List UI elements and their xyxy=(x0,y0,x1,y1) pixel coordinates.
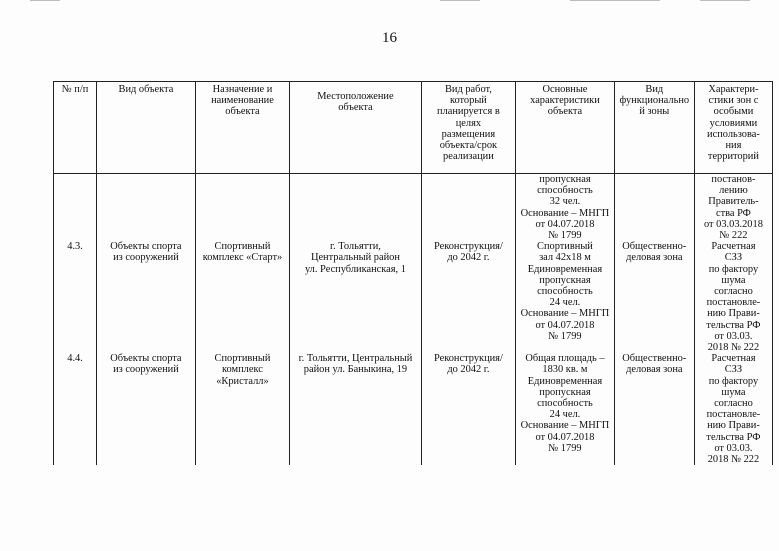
cell-text-line: СЗЗ xyxy=(724,364,743,376)
cell-text-line: стики зон с xyxy=(708,95,759,107)
cell-text-line: комплекс xyxy=(222,364,263,376)
cell-text-line: территорий xyxy=(707,151,759,163)
cell-text-line: район ул. Баныкина, 19 xyxy=(303,364,408,376)
cell-text-line: тельства РФ xyxy=(706,431,761,443)
cell-number xyxy=(54,241,97,353)
cell-zone xyxy=(614,241,694,353)
cell-text-line: деловая зона xyxy=(626,364,683,376)
cell-text-line: использова- xyxy=(707,128,760,140)
cell-text-line: 2018 № 222 xyxy=(707,342,760,354)
cell-text-line: тельства РФ xyxy=(706,319,761,331)
cell-text-line: ния xyxy=(725,140,742,152)
header-work xyxy=(421,82,515,174)
cell-text-line: Расчетная xyxy=(711,353,756,365)
cell-text-line: № п/п xyxy=(61,84,89,95)
cell-text-line: 1830 кв. м xyxy=(542,364,588,376)
scan-artifact-line xyxy=(30,0,60,1)
cell-text-line: объекта xyxy=(338,102,373,114)
cell-work xyxy=(421,353,515,465)
cell-text-line: условиями xyxy=(709,117,758,129)
page-number: 16 xyxy=(382,30,397,46)
cell-text-line: г. Тольятти, Центральный xyxy=(298,353,413,365)
cell-text-line: Общественно- xyxy=(622,241,687,253)
cell-text-line: нию Прави- xyxy=(707,420,760,432)
cell-text-line: согласно xyxy=(714,398,753,410)
cell-purpose xyxy=(195,241,289,353)
header-characteristics xyxy=(516,82,615,174)
cell-text-line: 24 чел. xyxy=(549,297,581,309)
cell-text-line: способность xyxy=(537,398,593,410)
cell-text-line: Центральный район xyxy=(310,252,400,264)
cell-text-line: согласно xyxy=(714,286,753,298)
scan-artifact-line xyxy=(700,0,750,1)
cell-text-line: от 04.07.2018 xyxy=(535,319,595,331)
header-number xyxy=(54,82,97,174)
cell-text-line: № 222 xyxy=(719,230,748,242)
cell-text-line: из сооружений xyxy=(113,252,179,264)
cell-text-line: комплекс «Старт» xyxy=(202,252,283,264)
table-row xyxy=(54,353,773,465)
cell-text-line: объекта/срок xyxy=(439,140,498,152)
cell-text-line: зал 42х18 м xyxy=(539,252,591,264)
cell-purpose xyxy=(195,353,289,465)
cell-text-line: по фактору xyxy=(708,263,759,275)
cell-text-line: Единовременная xyxy=(527,263,603,275)
table-row xyxy=(54,241,773,353)
cell-number xyxy=(54,353,97,465)
cell-text-line: планируется в xyxy=(437,106,500,118)
cell-empty xyxy=(614,174,694,242)
cell-text-line: постановле- xyxy=(706,297,761,309)
cell-text-line: Вид xyxy=(645,84,664,95)
cell-text-line: Спортивный xyxy=(214,241,271,253)
cell-characteristics xyxy=(516,353,615,465)
cell-empty xyxy=(290,174,421,242)
cell-object-type xyxy=(97,241,196,353)
cell-text-line: способность xyxy=(537,286,593,298)
objects-table xyxy=(53,81,773,465)
table-header-row xyxy=(54,82,773,174)
cell-zone-characteristics xyxy=(694,174,772,242)
cell-text-line: Характери- xyxy=(708,84,759,95)
cell-text-line: размещения xyxy=(441,128,496,140)
cell-text-line: пропускная xyxy=(539,274,591,286)
cell-text-line: постановле- xyxy=(706,409,761,421)
header-purpose xyxy=(195,82,289,174)
cell-text-line: 4.4. xyxy=(67,353,83,365)
scan-artifact-line xyxy=(570,0,660,1)
cell-text-line: постанов- xyxy=(711,174,756,185)
cell-text-line: Единовременная xyxy=(527,375,603,387)
cell-text-line: 4.3. xyxy=(67,241,83,253)
cell-text-line: Основание – МНГП xyxy=(520,420,610,432)
cell-text-line: особыми xyxy=(713,106,754,118)
cell-text-line: Объекты спорта xyxy=(110,353,182,365)
cell-text-line: № 1799 xyxy=(548,330,582,342)
cell-text-line: Спортивный xyxy=(537,241,593,253)
cell-text-line: 32 чел. xyxy=(549,196,581,208)
cell-text-line: объекта xyxy=(547,106,583,118)
cell-text-line: Вид работ, xyxy=(444,84,492,95)
cell-location xyxy=(290,353,421,465)
cell-text-line: от 04.07.2018 xyxy=(535,218,595,230)
cell-text-line: деловая зона xyxy=(626,252,683,264)
cell-text-line: Расчетная xyxy=(711,241,756,253)
cell-text-line: № 1799 xyxy=(548,230,582,242)
scan-artifact-line xyxy=(440,0,480,1)
cell-text-line: г. Тольятти, xyxy=(330,241,381,253)
cell-text-line: до 2042 г. xyxy=(447,364,490,376)
cell-text-line: Общественно- xyxy=(622,353,687,365)
cell-text-line: СЗЗ xyxy=(724,252,743,264)
cell-text-line: ул. Республиканская, 1 xyxy=(304,263,406,275)
cell-work xyxy=(421,241,515,353)
cell-text-line: до 2042 г. xyxy=(447,252,490,264)
cell-location xyxy=(290,241,421,353)
cell-text-line: Объекты спорта xyxy=(110,241,182,253)
cell-text-line: Местоположение xyxy=(317,91,394,102)
cell-text-line: от 03.03. xyxy=(714,442,753,454)
cell-text-line: 24 чел. xyxy=(549,409,581,421)
cell-text-line: Реконструкция/ xyxy=(433,241,503,253)
cell-object-type xyxy=(97,353,196,465)
cell-empty xyxy=(54,174,97,242)
cell-text-line: пропускная xyxy=(539,386,591,398)
header-object-type xyxy=(97,82,196,174)
cell-text-line: характеристики xyxy=(530,95,600,107)
cell-empty xyxy=(97,174,196,242)
cell-text-line: Спортивный xyxy=(214,353,271,365)
cell-text-line: Реконструкция/ xyxy=(433,353,503,365)
cell-text-line: Основание – МНГП xyxy=(520,207,610,219)
cell-text-line: лению xyxy=(719,185,748,197)
cell-text-line: нию Прави- xyxy=(707,308,760,320)
cell-zone xyxy=(614,353,694,465)
cell-text-line: Основание – МНГП xyxy=(520,308,610,320)
cell-text-line: 2018 № 222 xyxy=(707,454,760,466)
cell-text-line: реализации xyxy=(443,151,494,163)
cell-text-line: от 04.07.2018 xyxy=(535,431,595,443)
cell-zone-characteristics xyxy=(694,241,772,353)
cell-text-line: из сооружений xyxy=(113,364,179,376)
cell-text-line: шума xyxy=(721,386,746,398)
cell-text-line: й зоны xyxy=(639,106,670,118)
cell-text-line: от 03.03. xyxy=(714,330,753,342)
cell-text-line: целях xyxy=(455,117,482,129)
header-zone-characteristics xyxy=(694,82,772,174)
cell-characteristics xyxy=(516,174,615,242)
table-row-continuation xyxy=(54,174,773,242)
cell-empty xyxy=(195,174,289,242)
cell-text-line: «Кристалл» xyxy=(216,375,269,387)
cell-text-line: Правитель- xyxy=(708,196,759,208)
cell-text-line: шума xyxy=(721,274,746,286)
cell-text-line: наименование xyxy=(211,95,274,107)
cell-text-line: по фактору xyxy=(708,375,759,387)
cell-empty xyxy=(421,174,515,242)
cell-text-line: Вид объекта xyxy=(118,84,174,95)
cell-text-line: Назначение и xyxy=(212,84,273,95)
cell-text-line: объекта xyxy=(225,106,260,118)
cell-text-line: Основные xyxy=(542,84,588,95)
cell-text-line: функционально xyxy=(619,95,690,107)
cell-text-line: пропускная xyxy=(539,174,591,185)
cell-text-line: Общая площадь – xyxy=(525,353,605,365)
cell-characteristics xyxy=(516,241,615,353)
cell-text-line: № 1799 xyxy=(548,442,582,454)
cell-zone-characteristics xyxy=(694,353,772,465)
cell-text-line: который xyxy=(449,95,487,107)
header-location xyxy=(290,82,421,174)
header-zone xyxy=(614,82,694,174)
cell-text-line: от 03.03.2018 xyxy=(703,218,763,230)
cell-text-line: способность xyxy=(537,185,593,197)
cell-text-line: ства РФ xyxy=(715,207,751,219)
